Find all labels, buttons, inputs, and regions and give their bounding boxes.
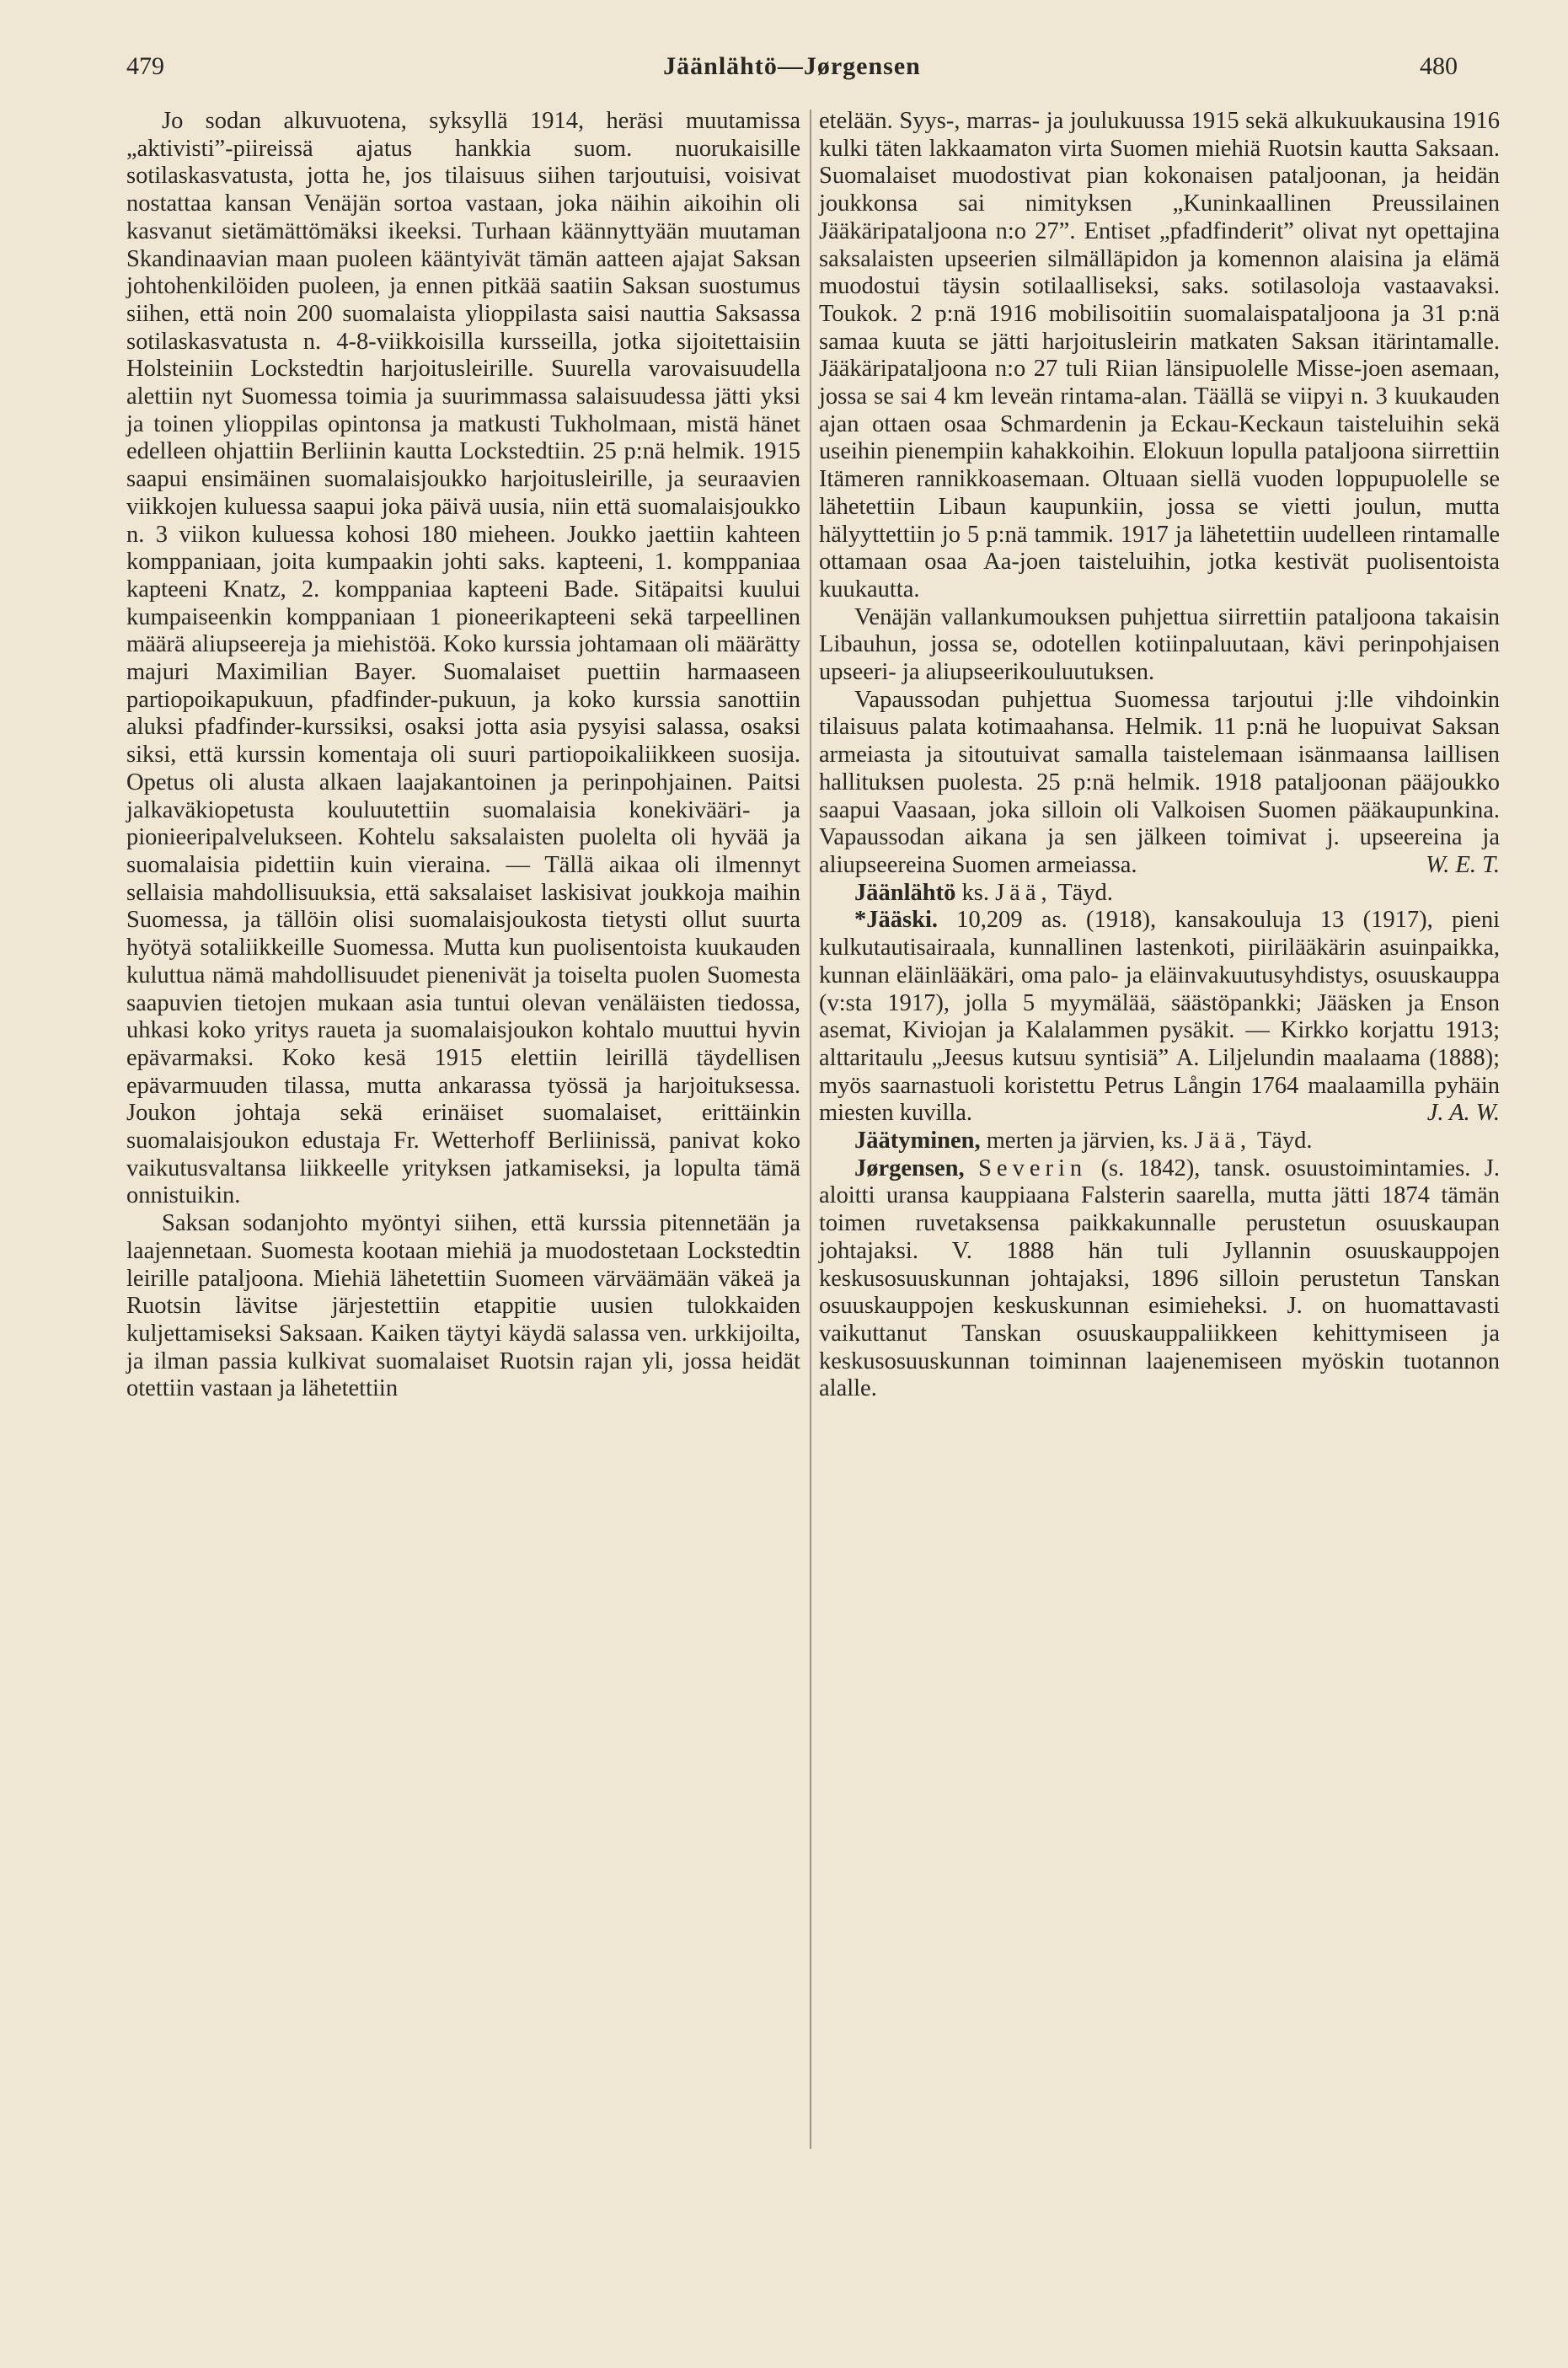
entry-body: (s. 1842), tansk. osuustoimintamies. J. aloitti uransa kauppiaana Falsterin saarella, mutta jätti 1874 tämän toimen ruvetaksensa paikkakunnalle perustetun osuuskaupan johtajaksi. V. 1888 hän tuli Jyllannin osuuskauppojen keskusosuuskunnan johtajaksi, 1896 silloin perustetun Tanskan osuuskauppojen keskuskunnan esimieheksi. J. on huomattavasti vaikuttanut Tanskan osuuskauppaliikkeen kehittymiseen ja keskusosuuskunnan toiminnan laajenemiseen myöskin tuotannon alalle. (819, 1155, 1500, 1402)
right-paragraph-2: Venäjän vallankumouksen puhjettua siirrettiin pataljoona takaisin Libauhun, jossa se, odotellen kotiinpaluutaan, kävi perinpohjaisen upseeri- ja aliupseerikouluutuksen. (819, 603, 1500, 686)
running-title: Jäänlähtö—Jørgensen (663, 52, 921, 80)
right-paragraph-1: etelään. Syys-, marras- ja joulukuussa 1915 sekä alkukuukausina 1916 kulki täten lakkaamaton virta Suomen miehiä Ruotsin kautta Saksaan. Suomalaiset muodostivat pian kokonaisen pataljoonan, ja heidän joukkonsa sai nimityksen „Kuninkaallinen Preussilainen Jääkäripataljoona n:o 27”. Entiset „pfadfinderit” olivat nyt opettajina saksalaisten upseerien silmälläpidon ja komennon alaisina ja elämä muodostui täysin sotilaalliseksi, saks. sotilasolojа vastaavaksi. Toukok. 2 p:nä 1916 mobilisoitiin suomalaispataljoona ja 31 p:nä samaa kuuta se jätti harjoitusleirin matkaten Saksan itärintamalle. Jääkäripataljoona n:o 27 tuli Riian länsipuolelle Misse-joen asemaan, jossa se sai 4 km leveän rintama-alan. Täällä se viipyi n. 3 kuukauden ajan ottaen osaa Schmardenin ja Eckau-Keckaun taisteluihin sekä useihin pienempiin kahakkoihin. Elokuun lopulla pataljoona siirrettiin Itämeren rannikkoasemaan. Oltuaan siellä vuoden loppupuolelle se lähetettiin Libaun kaupunkiin, jossa se vietti joulun, mutta hälyyttettiin jo 5 p:nä tammik. 1917 ja lähetettiin uudelleen rintamalle ottamaan osaa Aa-joen taisteluihin, jotka kestivät puolisentoista kuukautta. (819, 108, 1500, 603)
page-number-left: 479 (126, 52, 164, 80)
entry-see: merten ja järvien, ks. (986, 1128, 1189, 1155)
entry-body: 10,209 as. (1918), kansakouluja 13 (1917), pieni kulkutautisairaala, kunnallinen lastenkoti, piirilääkärin asuinpaikka, kunnan eläinlääkäri, oma palo- ja eläinvakuutusyhdistys, osuuskauppa (v:sta 1917), jolla 5 myymälää, säästöpankki; Jääsken ja Enson asemat, Kiviojan ja Kalalammen pysäkit. — Kirkko korjattu 1913; alttaritaulu „Jeesus kutsuu syntisiä” A. Liljelundin maalaama (1888); myös saarnastuoli koristettu Petrus Långin 1764 maalaamilla pyhäin miesten kuvilla. (819, 907, 1500, 1127)
right-paragraph-3 (819, 687, 1500, 880)
entry-given-name: Severin (978, 1155, 1088, 1181)
entry-reference: Jää, (995, 879, 1052, 906)
left-paragraph-1: Jo sodan alkuvuotena, syksyllä 1914, heräsi muutamissa „aktivisti”-piireissä ajatus hankkia suom. nuorukaisille sotilaskasvatusta, jotta he, jos tilaisuus siihen tarjoutuisi, voisivat nostattaa kansan Venäjän sortoa vastaan, joka näihin aikoihin oli kasvanut sietämättömäksi ikeeksi. Turhaan käännyttyään muutaman Skandinaavian maan puoleen kääntyivät tämän aatteen ajajat Saksan johtohenkilöiden puoleen, ja ennen pitkää saatiin Saksan suostumus siihen, että noin 200 suomalaista ylioppilasta saisi nauttia Saksassa sotilaskasvatusta n. 4-8-viikkoisilla kursseilla, jotka sijoitettaisiin Holsteiniin Lockstedtin harjoitusleirille. Suurella varovaisuudella alettiin nyt Suomessa toimia ja suurimmassa salaisuudessa jätti yksi ja toinen ylioppilas opintonsa ja matkusti Tukholmaan, mistä hänet edelleen ohjattiin Berliinin kautta Lockstedtiin. 25 p:nä helmik. 1915 saapui ensimäinen suomalaisjoukko harjoitusleirille, ja seuraavien viikkojen kuluessa saapui joka päivä uusia, niin että suomalaisjoukko n. 3 viikon kuluessa kohosi 180 mieheen. Joukko jaettiin kahteen komppaniaan, joita kumpaakin johti saks. kapteeni, 1. komppaniaa kapteeni Knatz, 2. komppaniaa kapteeni Bade. Sitäpaitsi kuului kumpaiseenkin komppaniaan 1 pioneerikapteeni sekä tarpeellinen määrä aliupseereja ja miehistöä. Koko kurssia johtamaan oli määrätty majuri Maximilian Bayer. Suomalaiset puettiin harmaaseen partiopoikapukuun, pfadfinder-pukuun, ja koko kurssia sanottiin aluksi pfadfinder-kurssiksi, osaksi jotta asia pysyisi salassa, osaksi siksi, että kurssin komentaja oli suuri partiopoikaliikkeen suosija. Opetus oli alusta alkaen laajakantoinen ja perinpohjainen. Paitsi jalkaväkiopetusta kouluutettiin suomalaisia konekivääri- ja pionieeripalvelukseen. Kohtelu saksalaisten puolelta oli hyvää ja suomalaisia pidettiin kuin vieraina. — Tällä aikaa oli ilmennyt sellaisia mahdollisuuksia, että saksalaiset laskisivat joukkoja maihin Suomessa, ja tällöin olisi suomalaisjoukosta tietysti ollut suurta hyötyä sotaliikkeille Suomessa. Mutta kun puolisentoista kuukauden kuluttua nämä mahdollisuudet pienenivät ja toiselta puolen Suomesta saapuvien tietojen mukaan asia tuntui olevan venäläisten tiedossa, uhkasi koko yritys raueta ja suomalaisjoukon kohtalo muuttui hyvin epävarmaksi. Koko kesä 1915 elettiin leirillä täydellisen epävarmuuden tilassa, mutta ankarassa työssä ja harjoituksessa. Joukon johtaja sekä erinäiset suomalaiset, erittäinkin suomalaisjoukon edustaja Fr. Wetterhoff Berliinissä, panivat koko vaikutusvaltansa liikkeelle yrityksen jatkamiseksi, ja lopulta tämä onnistuikin. (126, 108, 800, 1209)
entry-headword: Jørgensen, (854, 1155, 965, 1181)
page-header (126, 52, 1458, 86)
signature-wet: W. E. T. (1426, 851, 1500, 878)
entry-supplement: Täyd. (1256, 1128, 1313, 1155)
entry-jorgensen (819, 1155, 1500, 1403)
entry-see: ks. (961, 879, 989, 906)
right-column (819, 108, 1500, 1403)
column-divider (810, 110, 811, 2149)
vapaussota-text: Vapaussodan puhjettua Suomessa tarjoutui j:lle vihdoinkin tilaisuus palata kotimaahansa. Helmik. 11 p:nä he luopuivat Saksan armeiasta ja sitoutuivat samalla taistelemaan isänmaansa laillisen hallituksen puolesta. 25 p:nä helmik. 1918 pataljoonan pääjoukko saapui Vaasaan, joka silloin oli Valkoisen Suomen pääkaupunkina. Vapaussodan aikana ja sen jälkeen toimivat j. upseereina ja aliupseereina Suomen armeiassa. (819, 686, 1500, 878)
entry-headword: *Jääski. (854, 907, 938, 934)
entry-jaatyminen (819, 1128, 1500, 1155)
signature-jaw: J. A. W. (1426, 1100, 1500, 1127)
left-paragraph-2: Saksan sodanjohto myöntyi siihen, että kurssia pitennetään ja laajennetaan. Suomesta kootaan miehiä ja muodostetaan Lockstedtin leirille pataljoona. Miehiä lähetettiin Suomeen värväämään väkeä ja Ruotsin lävitse järjestettiin etappitie uusien tulokkaiden kuljettamiseksi Saksaan. Kaiken täytyi käydä salassa ven. urkkijoilta, ja ilman passia kulkivat suomalaiset Ruotsin rajan yli, jossa heidät otettiin vastaan ja lähetettiin (126, 1210, 800, 1402)
entry-jaaski (819, 907, 1500, 1128)
entry-headword: Jäänlähtö (854, 879, 956, 906)
entry-jaanlahto (819, 880, 1500, 908)
left-column (126, 108, 800, 1403)
entry-headword: Jäätyminen, (854, 1128, 981, 1155)
page-number-right: 480 (1420, 52, 1458, 80)
entry-supplement: Täyd. (1057, 879, 1113, 906)
entry-reference: Jää, (1194, 1128, 1252, 1155)
